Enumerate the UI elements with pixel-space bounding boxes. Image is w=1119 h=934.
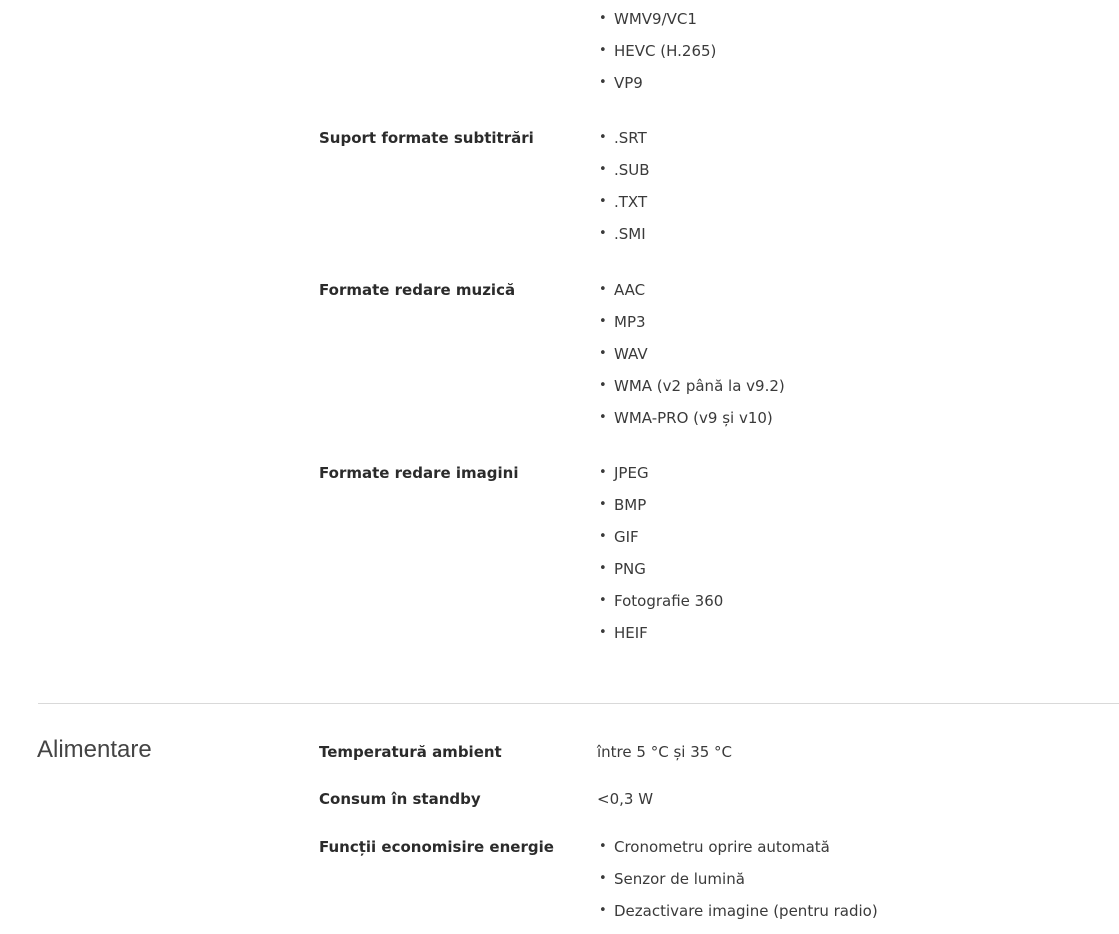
section-divider <box>38 703 1119 704</box>
list-item <box>599 870 878 902</box>
spec-value: <0,3 W <box>597 790 654 808</box>
list-item-text: Cronometru oprire automată <box>614 838 830 856</box>
subtitle-formats-list <box>599 129 650 257</box>
bullet-icon: • <box>599 465 607 480</box>
bullet-icon: • <box>599 43 607 58</box>
video-formats-list <box>599 10 716 106</box>
list-item <box>599 560 723 592</box>
bullet-icon: • <box>599 194 607 209</box>
list-item <box>599 161 650 193</box>
bullet-icon: • <box>599 625 607 640</box>
list-item <box>599 129 650 161</box>
energy-saving-list <box>599 838 878 934</box>
list-item <box>599 409 785 441</box>
list-item-text: .SMI <box>614 225 646 243</box>
list-item-text: MP3 <box>614 313 646 331</box>
spec-label: Formate redare muzică <box>319 281 516 299</box>
bullet-icon: • <box>599 226 607 241</box>
bullet-icon: • <box>599 314 607 329</box>
bullet-icon: • <box>599 162 607 177</box>
list-item-text: VP9 <box>614 74 643 92</box>
list-item <box>599 838 878 870</box>
spec-label: Consum în standby <box>319 790 481 808</box>
list-item <box>599 377 785 409</box>
list-item-text: Dezactivare imagine (pentru radio) <box>614 902 878 920</box>
bullet-icon: • <box>599 903 607 918</box>
list-item <box>599 464 723 496</box>
list-item <box>599 496 723 528</box>
spec-label: Funcții economisire energie <box>319 838 554 856</box>
list-item-text: Senzor de lumină <box>614 870 745 888</box>
list-item <box>599 225 650 257</box>
list-item <box>599 345 785 377</box>
bullet-icon: • <box>599 561 607 576</box>
list-item-text: WMV9/VC1 <box>614 10 697 28</box>
list-item-text: Fotografie 360 <box>614 592 724 610</box>
list-item <box>599 528 723 560</box>
list-item-text: .SUB <box>614 161 650 179</box>
list-item <box>599 281 785 313</box>
spec-label: Temperatură ambient <box>319 743 502 761</box>
list-item <box>599 313 785 345</box>
list-item-text: WMA (v2 până la v9.2) <box>614 377 785 395</box>
spec-label: Formate redare imagini <box>319 464 519 482</box>
music-formats-list <box>599 281 785 441</box>
list-item-text: PNG <box>614 560 646 578</box>
list-item <box>599 624 723 656</box>
list-item-text: GIF <box>614 528 639 546</box>
list-item-text: JPEG <box>614 464 649 482</box>
list-item <box>599 193 650 225</box>
bullet-icon: • <box>599 282 607 297</box>
bullet-icon: • <box>599 839 607 854</box>
bullet-icon: • <box>599 378 607 393</box>
list-item-text: WAV <box>614 345 648 363</box>
list-item <box>599 592 723 624</box>
image-formats-list <box>599 464 723 656</box>
list-item <box>599 74 716 106</box>
bullet-icon: • <box>599 529 607 544</box>
list-item-text: .SRT <box>614 129 647 147</box>
list-item-text: HEVC (H.265) <box>614 42 717 60</box>
bullet-icon: • <box>599 871 607 886</box>
bullet-icon: • <box>599 130 607 145</box>
bullet-icon: • <box>599 497 607 512</box>
bullet-icon: • <box>599 593 607 608</box>
spec-value: între 5 °C și 35 °C <box>597 743 733 761</box>
list-item-text: BMP <box>614 496 647 514</box>
list-item <box>599 42 716 74</box>
list-item <box>599 902 878 934</box>
list-item-text: .TXT <box>614 193 648 211</box>
list-item <box>599 10 716 42</box>
list-item-text: HEIF <box>614 624 648 642</box>
list-item-text: AAC <box>614 281 646 299</box>
bullet-icon: • <box>599 346 607 361</box>
section-title-power: Alimentare <box>37 736 152 763</box>
list-item-text: WMA-PRO (v9 și v10) <box>614 409 773 427</box>
spec-label: Suport formate subtitrări <box>319 129 534 147</box>
bullet-icon: • <box>599 410 607 425</box>
bullet-icon: • <box>599 11 607 26</box>
bullet-icon: • <box>599 75 607 90</box>
